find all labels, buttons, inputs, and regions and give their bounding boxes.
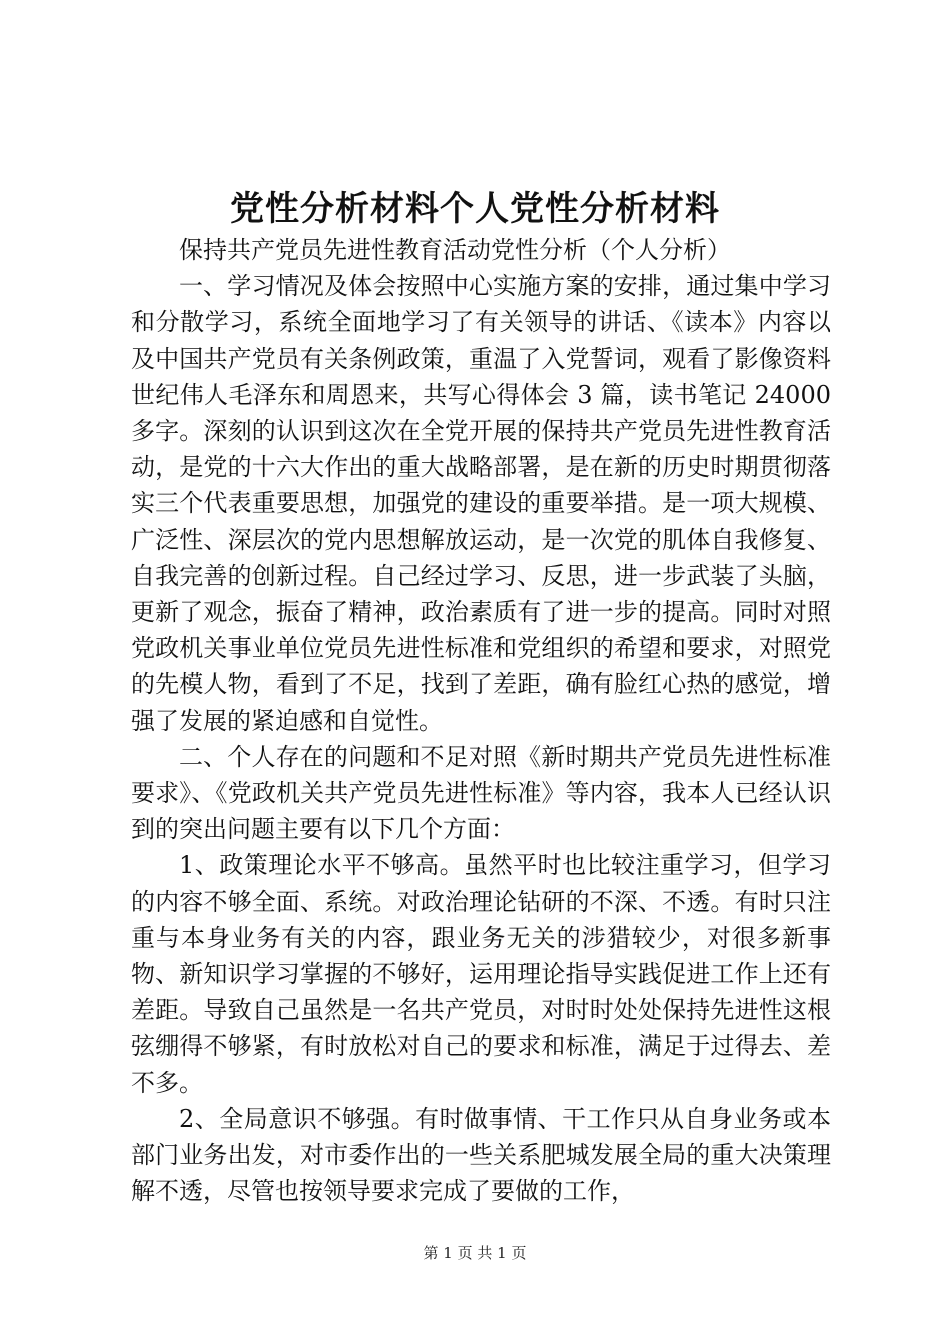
paragraph-problem-1: 1、政策理论水平不够高。虽然平时也比较注重学习，但学习的内容不够全面、系统。对政治理论钻研的不深、不透。有时只注重与本身业务有关的内容，跟业务无关的涉猎较少，对很多新事物、新知识学习掌握的不够好，运用理论指导实践促进工作上还有差距。导致自己虽然是一名共产党员，对时时处处保持先进性这根弦绷得不够紧，有时放松对自己的要求和标准，满足于过得去、差不多。 xyxy=(131,851,831,1097)
paragraph-study-situation: 一、学习情况及体会按照中心实施方案的安排，通过集中学习和分散学习，系统全面地学习了有关领导的讲话、《读本》内容以及中国共产党员有关条例政策，重温了入党誓词，观看了影像资料世纪伟人毛泽东和周恩来，共写心得体会 3 篇，读书笔记 24000 多字。深刻的认识到这次在全党开展的保持共产党员先进性教育活动，是党的十六大作出的重大战略部署，是在新的历史时期贯彻落实三个代表重要思想，加强党的建设的重要举措。是一项大规模、广泛性、深层次的党内思想解放运动，是一次党的肌体自我修复、自我完善的创新过程。自己经过学习、反思，进一步武装了头脑，更新了观念，振奋了精神，政治素质有了进一步的提高。同时对照党政机关事业单位党员先进性标准和党组织的希望和要求，对照党的先模人物，看到了不足，找到了差距，确有脸红心热的感觉，增强了发展的紧迫感和自觉性。 xyxy=(131,272,831,735)
document-title: 党性分析材料个人党性分析材料 xyxy=(230,189,720,229)
page-footer: 第 1 页 共 1 页 xyxy=(423,1244,527,1262)
paragraph-problem-2: 2、全局意识不够强。有时做事情、干工作只从自身业务或本部门业务出发，对市委作出的一些关系肥城发展全局的重大决策理解不透，尽管也按领导要求完成了要做的工作， xyxy=(131,1104,831,1206)
paragraph-problems-intro: 二、个人存在的问题和不足对照《新时期共产党员先进性标准要求》、《党政机关共产党员先进性标准》等内容，我本人已经认识到的突出问题主要有以下几个方面： xyxy=(131,742,831,844)
paragraph-subtitle: 保持共产党员先进性教育活动党性分析（个人分析） xyxy=(179,236,731,264)
document-body xyxy=(131,232,831,1209)
